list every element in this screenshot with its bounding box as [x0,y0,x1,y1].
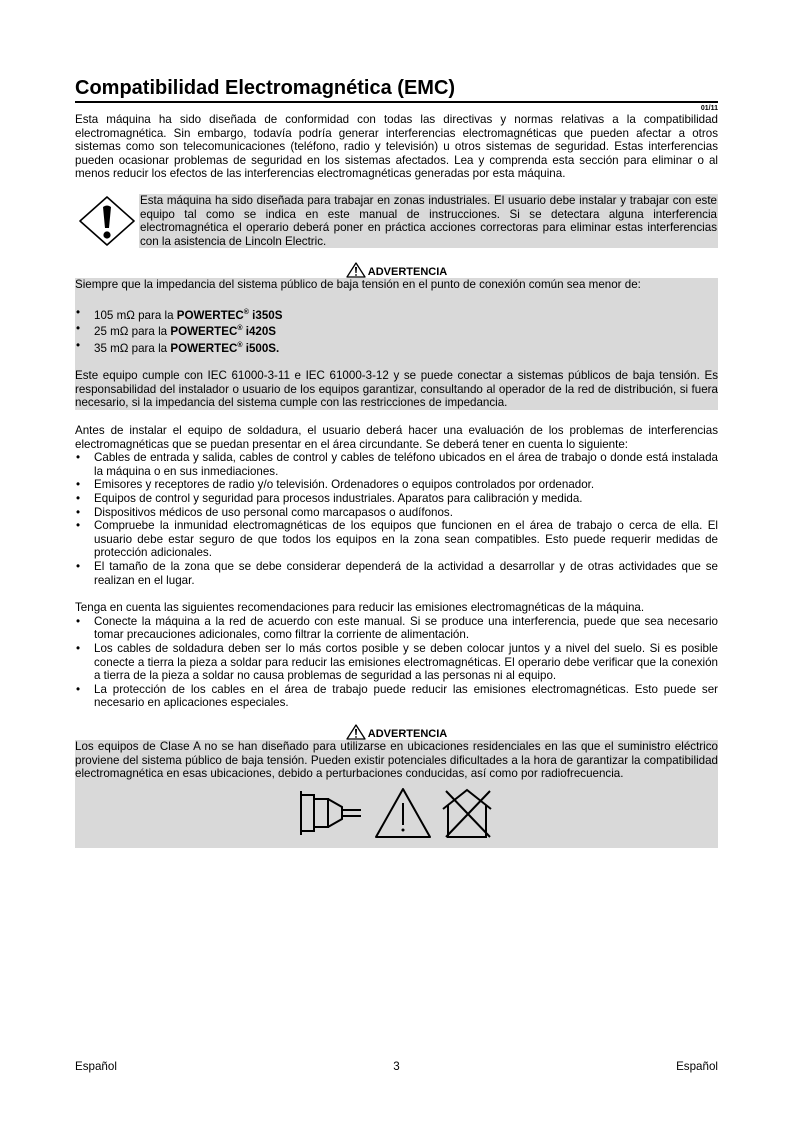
footer-language-right: Español [676,1060,718,1073]
assessment-intro: Antes de instalar el equipo de soldadura, el usuario deberá hacer una evaluación de los problemas de interferencias electromagnéticas que se puedan presentar en el área circundante. Se deberá tener en cuenta lo siguiente: [75,424,718,451]
recommendations-intro: Tenga en cuenta las siguientes recomendaciones para reducir las emisiones electromagnéticas de la máquina. [75,601,645,615]
recommendations-list [75,615,718,710]
warning-triangle-icon [374,787,432,839]
caution-text: Esta máquina ha sido diseñada para trabajar en zonas industriales. El usuario debe instalar y trabajar con este equipo tal como se indica en este manual de instrucciones. Si se detectara alguna interferencia electromagnética el operario deberá poner en práctica acciones correctoras para eliminar estas interferencias con la asistencia de Lincoln Electric. [140,193,717,248]
warning-1-outro: Este equipo cumple con IEC 61000-3-11 e IEC 61000-3-12 y se puede conectar a sistemas públicos de baja tensión. Es responsabilidad del instalador o usuario de los equipos garantizar, consultando al operador de la red de distribución, si fuera necesario, si la impedancia del sistema cumple con las restricciones de impedancia. [75,369,718,410]
revision-code: 01/11 [700,105,718,112]
impedance-list [75,306,718,355]
list-item: • Dispositivos médicos de uso personal como marcapasos o audífonos. [75,506,718,520]
list-item: • Emisores y receptores de radio y/o televisión. Ordenadores o equipos controlados por ordenador. [75,478,718,492]
footer-language-left: Español [75,1060,117,1073]
warning-2-text: Los equipos de Clase A no se han diseñado para utilizarse en ubicaciones residenciales en las que el suministro eléctrico proviene del sistema público de baja tensión. Pueden existir potenciales dificultades a la hora de garantizar la compatibilidad electromagnética en esas ubicaciones, debido a perturbaciones conducidas, así como por radiofrecuencia. [75,739,718,781]
list-item: • Los cables de soldadura deben ser lo más cortos posible y se deben colocar juntos y a nivel del suelo. Si es posible conecte a tierra la pieza a soldar para reducir las emisiones electromagnéticas. El operario debe verificar que la conexión a tierra de la pieza a soldar no causa problemas de seguridad a las personas ni al equipo. [75,642,718,683]
warning-triangle-icon [346,262,366,278]
warning-1-intro: Siempre que la impedancia del sistema público de baja tensión en el punto de conexión común sea menor de: [75,278,641,292]
no-residential-house-icon [438,787,496,839]
list-item: • Conecte la máquina a la red de acuerdo con este manual. Si se produce una interferencia, puede que sea necesario tomar precauciones adicionales, como filtrar la corriente de alimentación. [75,615,718,642]
intro-paragraph: Esta máquina ha sido diseñada de conformidad con todas las directivas y normas relativas a la compatibilidad electromagnética. Sin embargo, todavía podría generar interferencias electromagnéticas que pueden afectar a otros sistemas como son telecomunicaciones (teléfono, radio y televisión) u otros sistemas de seguridad. Estas interferencias pueden ocasionar problemas de seguridad en los sistemas afectados. Lea y comprenda esta sección para eliminar o al menos reducir los efectos de las interferencias electromagnéticas generadas por esta máquina. [75,113,718,181]
warning-block-1 [75,278,718,410]
page-footer [75,1060,718,1074]
warning-block-2 [75,740,718,848]
exclamation-warning-icon [75,194,139,248]
warning-heading-1 [75,262,718,278]
list-item: • El tamaño de la zona que se debe considerar dependerá de la actividad a desarrollar y de otras actividades que se realizan en el lugar. [75,560,718,587]
page-number: 3 [393,1060,400,1073]
list-item: • Equipos de control y seguridad para procesos industriales. Aparatos para calibración y medida. [75,492,718,506]
page-content [75,76,718,848]
warning-triangle-icon [346,724,366,740]
warning-heading-2 [75,724,718,740]
title-rule [75,101,718,103]
class-a-symbols [75,781,718,848]
impedance-item: • 105 mΩ para la POWERTEC® i350S [75,306,718,322]
caution-box [75,194,718,248]
list-item: • La protección de los cables en el área de trabajo puede reducir las emisiones electromagnéticas. Esto puede ser necesario en aplicaciones especiales. [75,683,718,710]
list-item: • Cables de entrada y salida, cables de control y cables de teléfono ubicados en el área de trabajo o donde está instalada la máquina o en sus inmediaciones. [75,451,718,478]
assessment-list [75,451,718,587]
impedance-item: • 35 mΩ para la POWERTEC® i500S. [75,339,718,355]
mains-plug-icon [298,787,364,839]
warning-heading-1-label: ADVERTENCIA [367,266,448,279]
page-title: Compatibilidad Electromagnética (EMC) [75,77,456,99]
impedance-item: • 25 mΩ para la POWERTEC® i420S [75,322,718,338]
list-item: • Compruebe la inmunidad electromagnéticas de los equipos que funcionen en el área de trabajo o cerca de ella. El usuario debe estar seguro de que todos los equipos en la zona sean compatibles. Esto puede requerir medidas de protección adicionales. [75,519,718,560]
warning-heading-2-label: ADVERTENCIA [367,727,448,740]
